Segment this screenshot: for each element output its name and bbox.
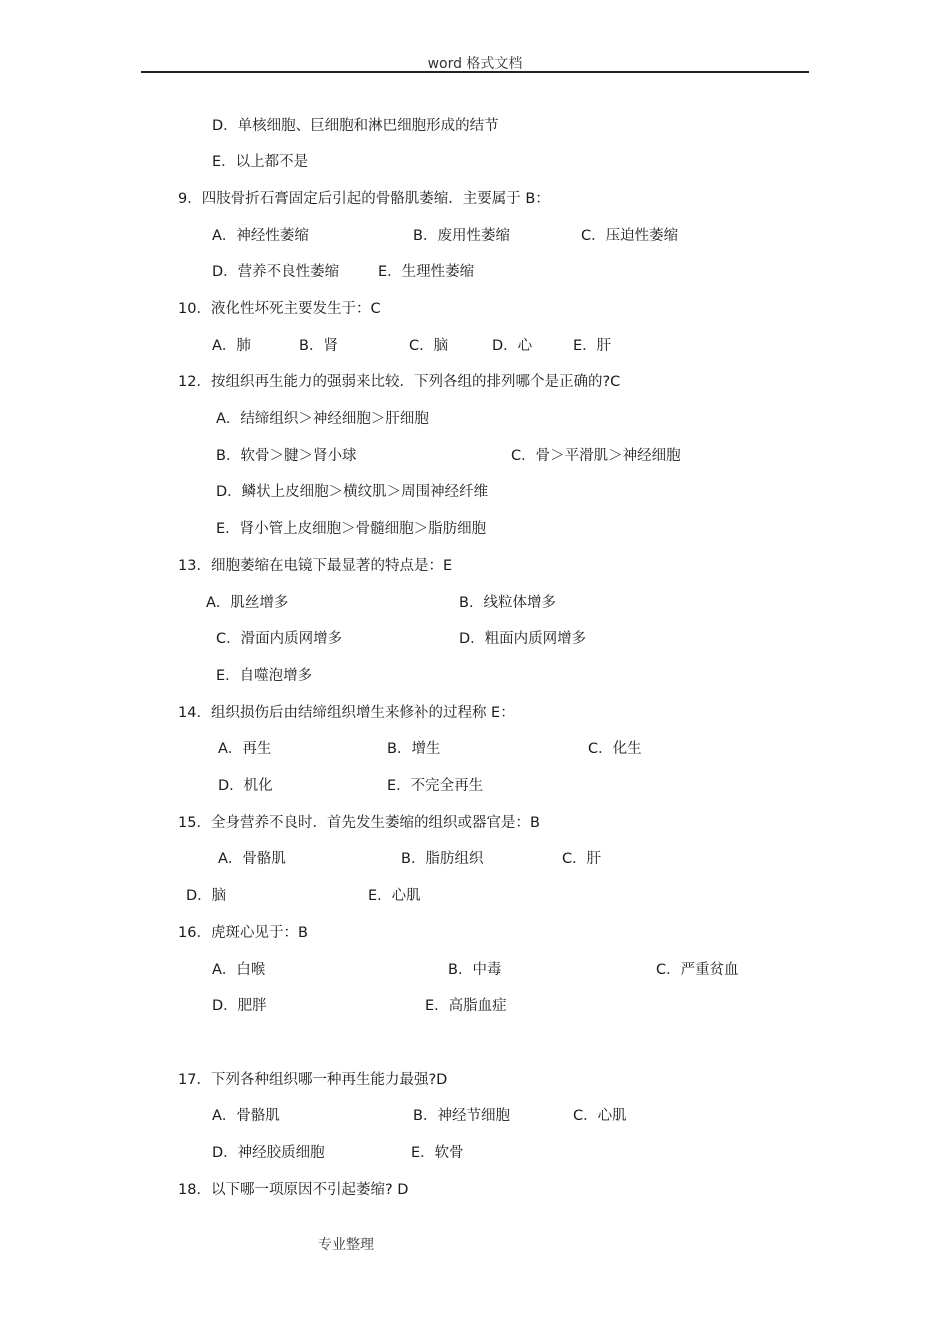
question-12: 12．按组织再生能力的强弱来比较．下列各组的排列哪个是正确的?C [178, 374, 621, 390]
option-15b: B．脂肪组织 [401, 851, 484, 867]
option-14a: A．再生 [218, 741, 272, 757]
option-8e: E．以上都不是 [212, 154, 309, 170]
option-9e: E．生理性萎缩 [378, 264, 475, 280]
option-15e: E．心肌 [368, 888, 421, 904]
option-9b: B．废用性萎缩 [413, 228, 510, 244]
page-header: word 格式文档 [427, 56, 523, 72]
option-14d: D．机化 [218, 778, 273, 794]
question-18: 18．以下哪一项原因不引起萎缩? D [178, 1182, 409, 1198]
question-15: 15．全身营养不良时．首先发生萎缩的组织或器官是：B [178, 815, 540, 831]
option-17c: C．心肌 [573, 1108, 627, 1124]
question-16: 16．虎斑心见于：B [178, 925, 308, 941]
header-divider [141, 71, 809, 73]
option-17b: B．神经节细胞 [413, 1108, 510, 1124]
option-12a: A．结缔组织＞神经细胞＞肝细胞 [216, 411, 429, 427]
option-9d: D．营养不良性萎缩 [212, 264, 340, 280]
question-10: 10．液化性坏死主要发生于：C [178, 301, 381, 317]
option-9c: C．压迫性萎缩 [581, 228, 679, 244]
option-12b: B．软骨＞腱＞肾小球 [216, 448, 357, 464]
option-14b: B．增生 [387, 741, 441, 757]
option-10d: D．心 [492, 338, 533, 354]
option-16a: A．白喉 [212, 962, 266, 978]
option-16b: B．中毒 [448, 962, 502, 978]
option-10c: C．脑 [409, 338, 449, 354]
option-14e: E．不完全再生 [387, 778, 484, 794]
option-8d: D．单核细胞、巨细胞和淋巴细胞形成的结节 [212, 118, 499, 134]
option-16e: E．高脂血症 [425, 998, 507, 1014]
option-13c: C．滑面内质网增多 [216, 631, 343, 647]
option-10a: A．肺 [212, 338, 251, 354]
option-15a: A．骨骼肌 [218, 851, 286, 867]
option-12c: C．骨＞平滑肌＞神经细胞 [511, 448, 681, 464]
question-9: 9．四肢骨折石膏固定后引起的骨骼肌萎缩．主要属于 B： [178, 191, 550, 207]
option-10b: B．肾 [299, 338, 338, 354]
option-17a: A．骨骼肌 [212, 1108, 280, 1124]
page-footer: 专业整理 [318, 1237, 374, 1253]
option-12d: D．鳞状上皮细胞＞横纹肌＞周围神经纤维 [216, 484, 489, 500]
question-14: 14．组织损伤后由结缔组织增生来修补的过程称 E： [178, 705, 515, 721]
option-15d: D．脑 [186, 888, 227, 904]
option-17e: E．软骨 [411, 1145, 464, 1161]
option-10e: E．肝 [573, 338, 612, 354]
option-13a: A．肌丝增多 [206, 595, 289, 611]
option-13e: E．自噬泡增多 [216, 668, 313, 684]
option-17d: D．神经胶质细胞 [212, 1145, 325, 1161]
option-15c: C．肝 [562, 851, 602, 867]
option-14c: C．化生 [588, 741, 642, 757]
option-16d: D．肥胖 [212, 998, 267, 1014]
option-12e: E．肾小管上皮细胞＞骨髓细胞＞脂肪细胞 [216, 521, 487, 537]
question-17: 17．下列各种组织哪一种再生能力最强?D [178, 1072, 448, 1088]
option-13b: B．线粒体增多 [459, 595, 556, 611]
option-13d: D．粗面内质网增多 [459, 631, 587, 647]
option-16c: C．严重贫血 [656, 962, 739, 978]
question-13: 13．细胞萎缩在电镜下最显著的特点是：E [178, 558, 453, 574]
option-9a: A．神经性萎缩 [212, 228, 309, 244]
